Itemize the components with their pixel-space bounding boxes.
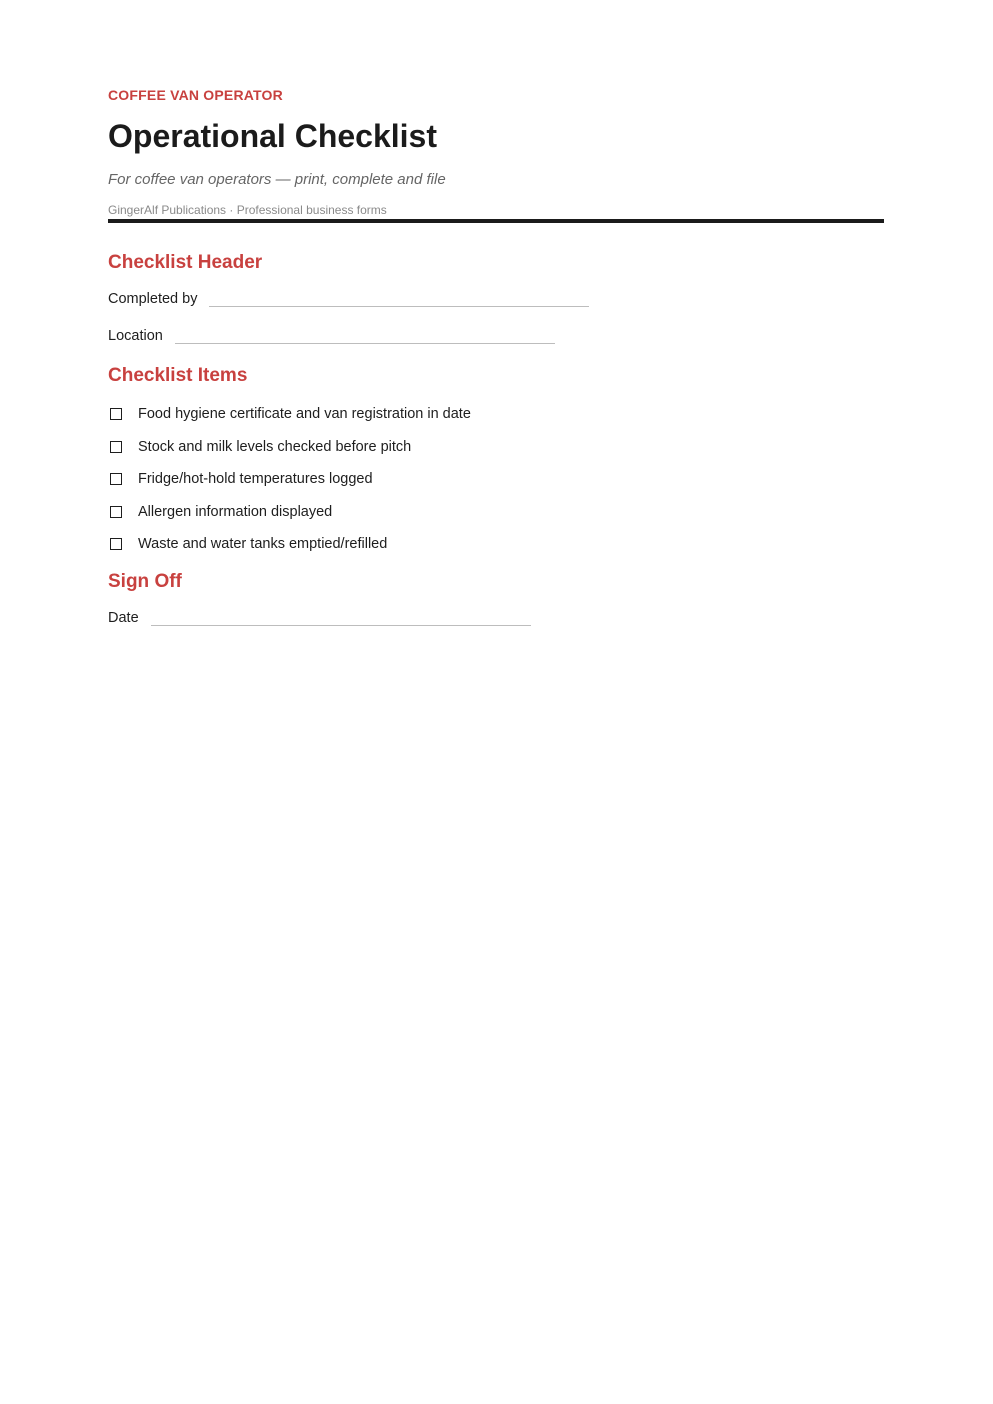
checklist-item (108, 502, 884, 522)
section-heading-checklist-items: Checklist Items (108, 365, 248, 386)
location-field (108, 326, 884, 346)
checklist-item-label: Fridge/hot-hold temperatures logged (138, 471, 373, 487)
date-input-line[interactable] (151, 625, 531, 626)
checklist-item (108, 437, 884, 457)
date-field (108, 608, 884, 628)
section-heading-sign-off: Sign Off (108, 571, 182, 592)
publisher-line: GingerAlf Publications · Professional business forms (108, 203, 387, 217)
checkbox-icon[interactable] (110, 441, 122, 453)
checklist-item (108, 469, 884, 489)
checklist-item-label: Waste and water tanks emptied/refilled (138, 536, 388, 552)
checkbox-icon[interactable] (110, 506, 122, 518)
checklist-item (108, 534, 884, 554)
checklist-form (108, 84, 884, 628)
completed-by-input-line[interactable] (209, 306, 589, 307)
checklist-item-label: Stock and milk levels checked before pitch (138, 438, 412, 455)
checkbox-icon[interactable] (110, 408, 122, 420)
location-label: Location (108, 328, 163, 344)
checklist-item-label: Food hygiene certificate and van registration in date (138, 406, 471, 422)
checklist-item (108, 404, 884, 424)
checklist-items-list (108, 404, 884, 554)
checkbox-icon[interactable] (110, 473, 122, 485)
page-subtitle: For coffee van operators — print, complete and file (108, 171, 446, 188)
completed-by-field (108, 289, 884, 309)
section-heading-checklist-header: Checklist Header (108, 252, 263, 273)
form-category: COFFEE VAN OPERATOR (108, 87, 283, 103)
date-label: Date (108, 610, 139, 626)
location-input-line[interactable] (175, 343, 555, 344)
completed-by-label: Completed by (108, 291, 198, 307)
header-divider (108, 219, 884, 223)
checkbox-icon[interactable] (110, 538, 122, 550)
page-title: Operational Checklist (108, 118, 437, 154)
checklist-item-label: Allergen information displayed (138, 503, 333, 520)
